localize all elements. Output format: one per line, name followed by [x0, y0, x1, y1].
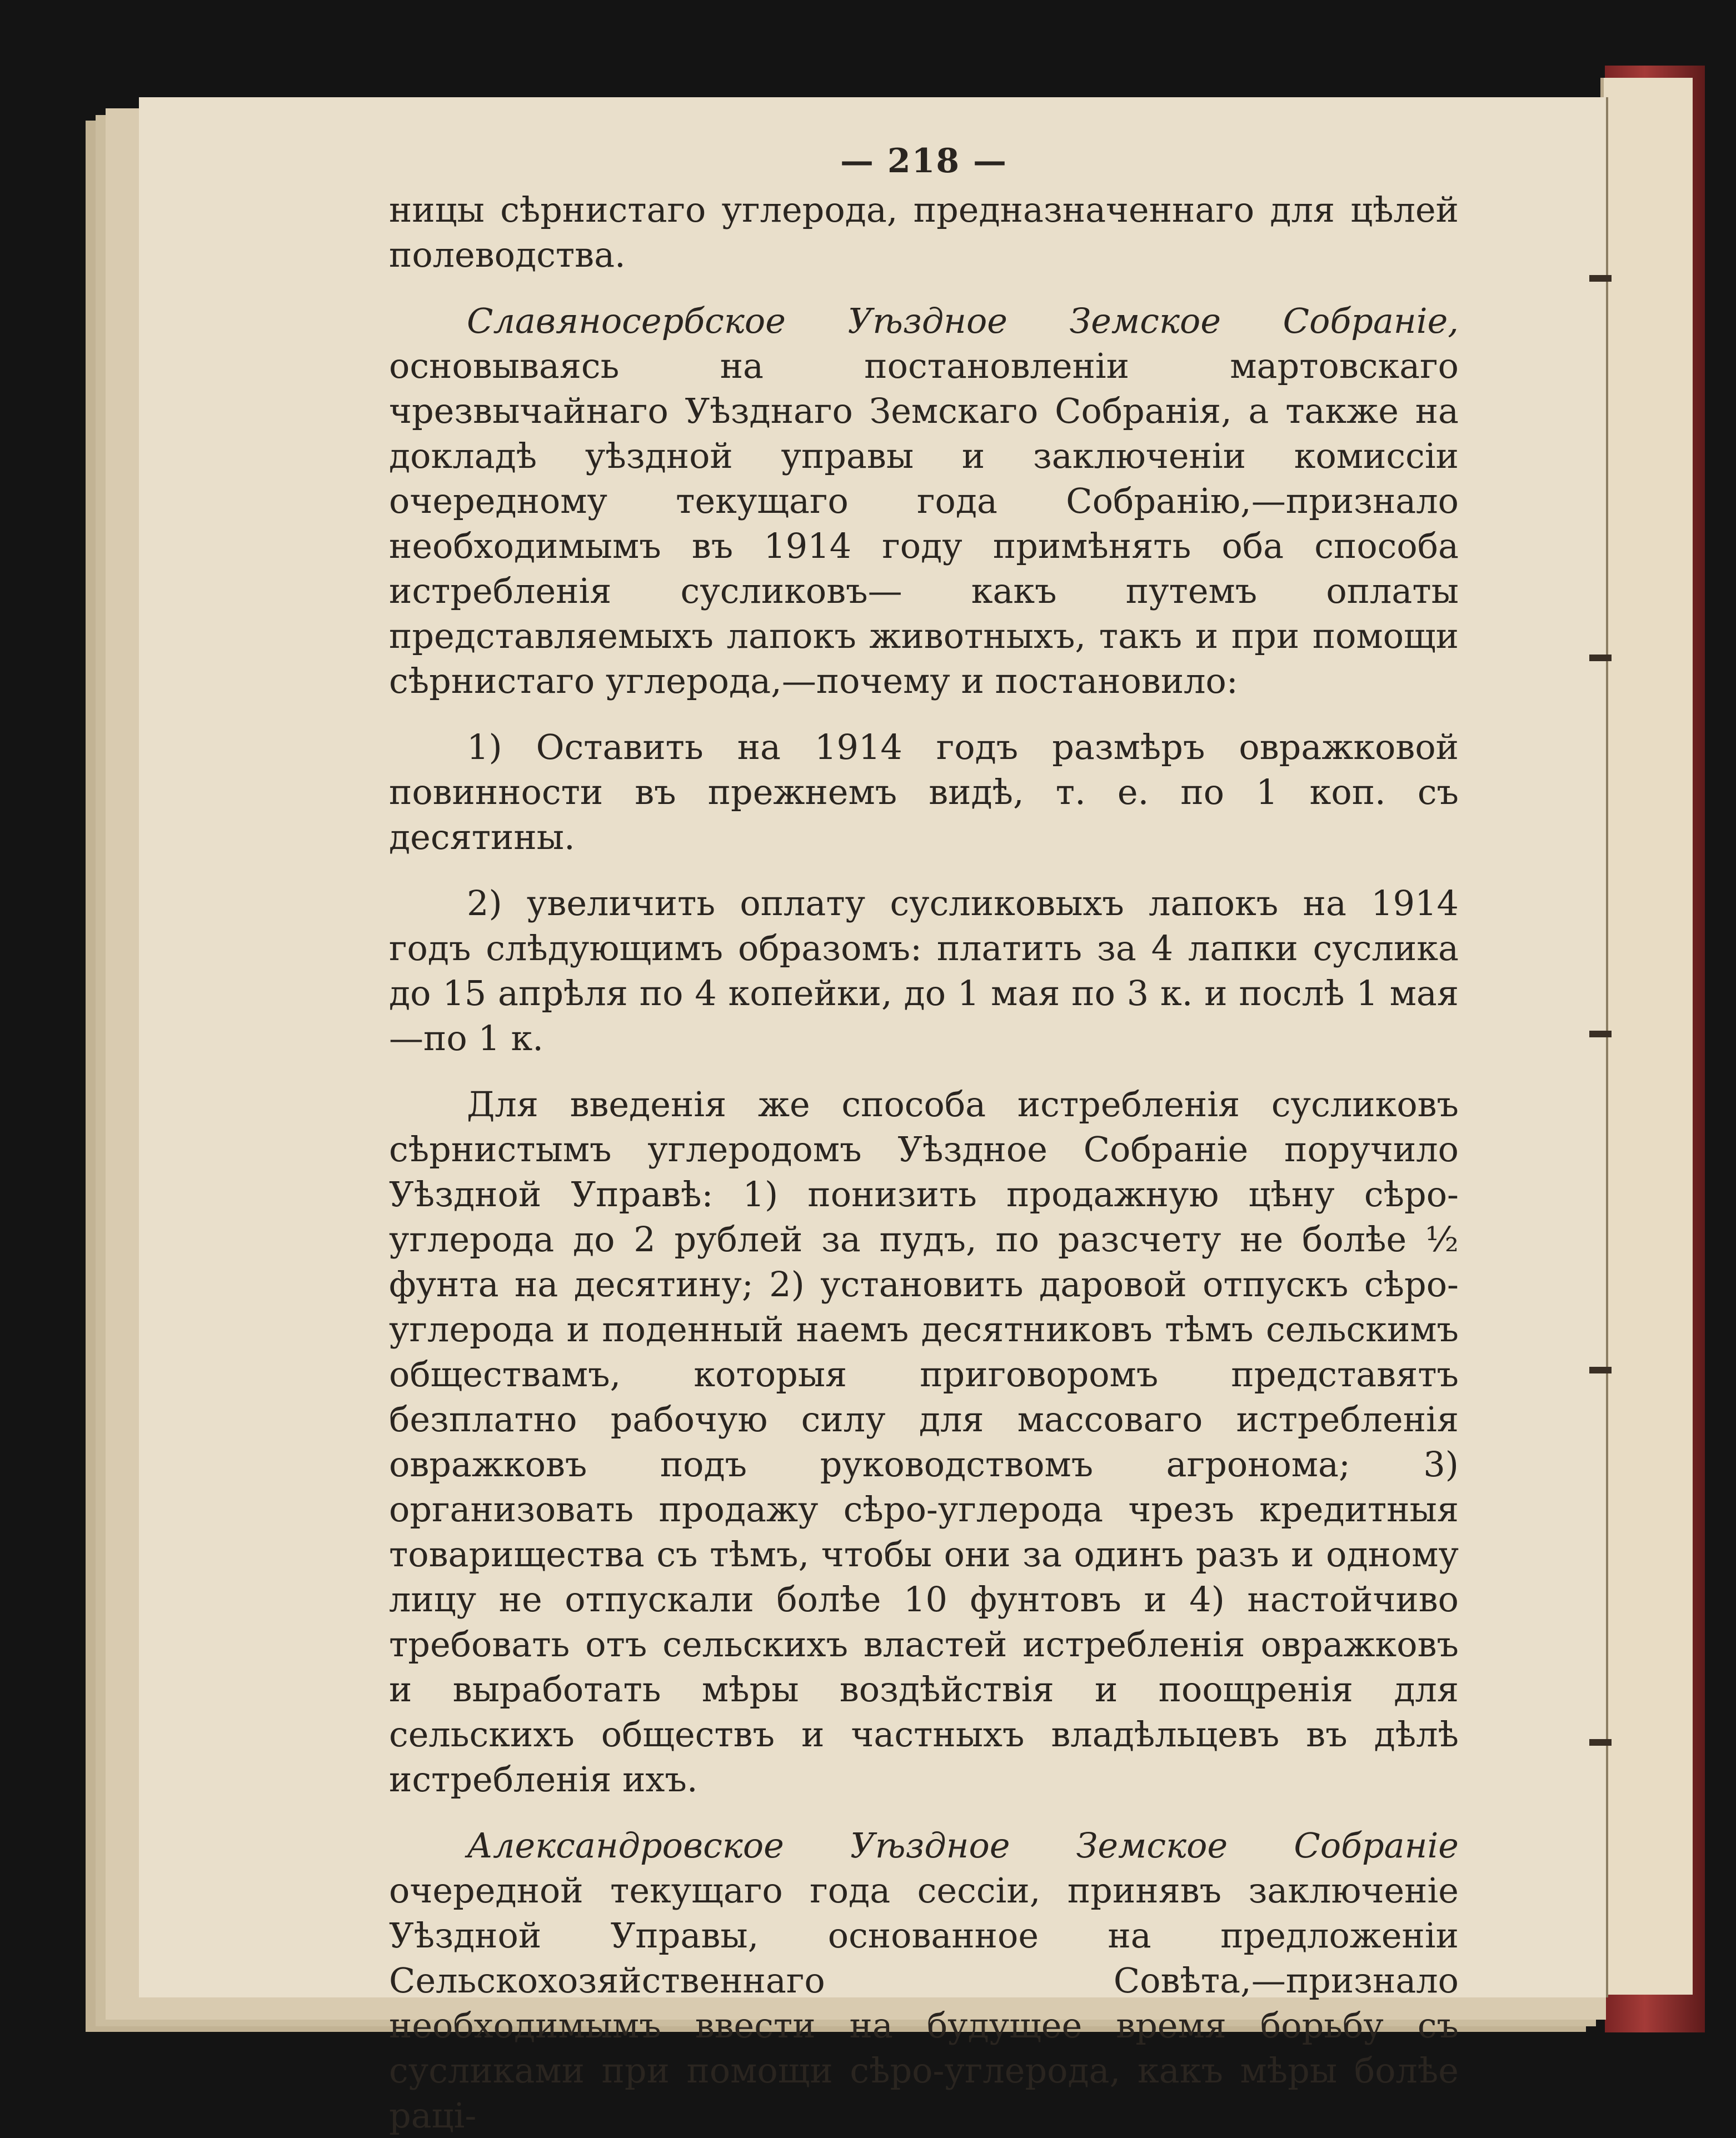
- page-tab-mark: [1589, 655, 1612, 661]
- paragraph-text: очередной текущаго года сессіи, принявъ заключеніе Уѣздной Управы, основанное на предложеніи Сельскохозяйственнаго Совѣта,—признало необходимымъ ввести на будущее время борьбу съ сусликами при помощи сѣро-углерода, какъ мѣры болѣе раці-: [389, 1870, 1459, 2136]
- paragraph-lead-italic: Славяносербское Уѣздное Земское Собраніе,: [467, 301, 1459, 341]
- page-tab-mark: [1589, 1739, 1612, 1746]
- paragraph-aleksandrovsk: [389, 1823, 1459, 2138]
- paragraph-lead-italic: Александровское Уѣздное Земское Собраніе: [467, 1825, 1459, 1866]
- paragraph-text: 1) Оставить на 1914 годъ размѣръ овражковой повинности въ прежнемъ видѣ, т. е. по 1 коп. съ десятины.: [389, 727, 1459, 857]
- paragraph-text: ницы сѣрнистаго углерода, предназначеннаго для цѣлей полеводства.: [389, 189, 1459, 275]
- paragraph-text: основываясь на постановленіи мартовскаго чрезвычайнаго Уѣзднаго Земскаго Собранія, а также на докладѣ уѣздной управы и заключеніи комиссіи очередному текущаго года Собранію,—признало необходимымъ въ 1914 году примѣнять оба способа истребленія сусликовъ— какъ путемъ оплаты представляемыхъ лапокъ животныхъ, такъ и при помощи сѣрнистаго углерода,—почему и постановило:: [389, 346, 1459, 701]
- page-tab-mark: [1589, 1367, 1612, 1373]
- facing-page-edge: [1600, 78, 1693, 1995]
- page-number: — 218 —: [840, 142, 1008, 181]
- page-content: [389, 139, 1459, 2138]
- paragraph-text: Для введенія же способа истребленія сусликовъ сѣрнистымъ углеродомъ Уѣздное Собраніе поручило Уѣздной Управѣ: 1) понизить продажную цѣну сѣро-углерода до 2 рублей за пудъ, по разсчету не болѣе ½ фунта на десятину; 2) установить даровой отпускъ сѣро-углерода и поденный наемъ десятниковъ тѣмъ сельскимъ обществамъ, которыя приговоромъ представятъ безплатно рабочую силу для массоваго истребленія овражковъ подъ руководствомъ агронома; 3) организовать продажу сѣро-углерода чрезъ кредитныя товарищества съ тѣмъ, чтобы они за одинъ разъ и одному лицу не отпускали болѣе 10 фунтовъ и 4) настойчиво требовать отъ сельскихъ властей истребленія овражковъ и выработать мѣры воздѣйствія и поощренія для сельскихъ обществъ и частныхъ владѣльцевъ въ дѣлѣ истребленія ихъ.: [389, 1084, 1459, 1800]
- paragraph-continuation: [389, 187, 1459, 277]
- page-tab-mark: [1589, 275, 1612, 282]
- resolution-item-1: [389, 725, 1459, 860]
- paragraph-slavyanoserbsk: [389, 298, 1459, 703]
- page-tab-mark: [1589, 1031, 1612, 1037]
- paragraph-carbon-disulfide: [389, 1082, 1459, 1802]
- paragraph-text: 2) увеличить оплату сусликовыхъ лапокъ на 1914 годъ слѣдующимъ образомъ: платить за 4 лапки суслика до 15 апрѣля по 4 копейки, до 1 мая по 3 к. и послѣ 1 мая—по 1 к.: [389, 883, 1459, 1058]
- resolution-item-2: [389, 881, 1459, 1061]
